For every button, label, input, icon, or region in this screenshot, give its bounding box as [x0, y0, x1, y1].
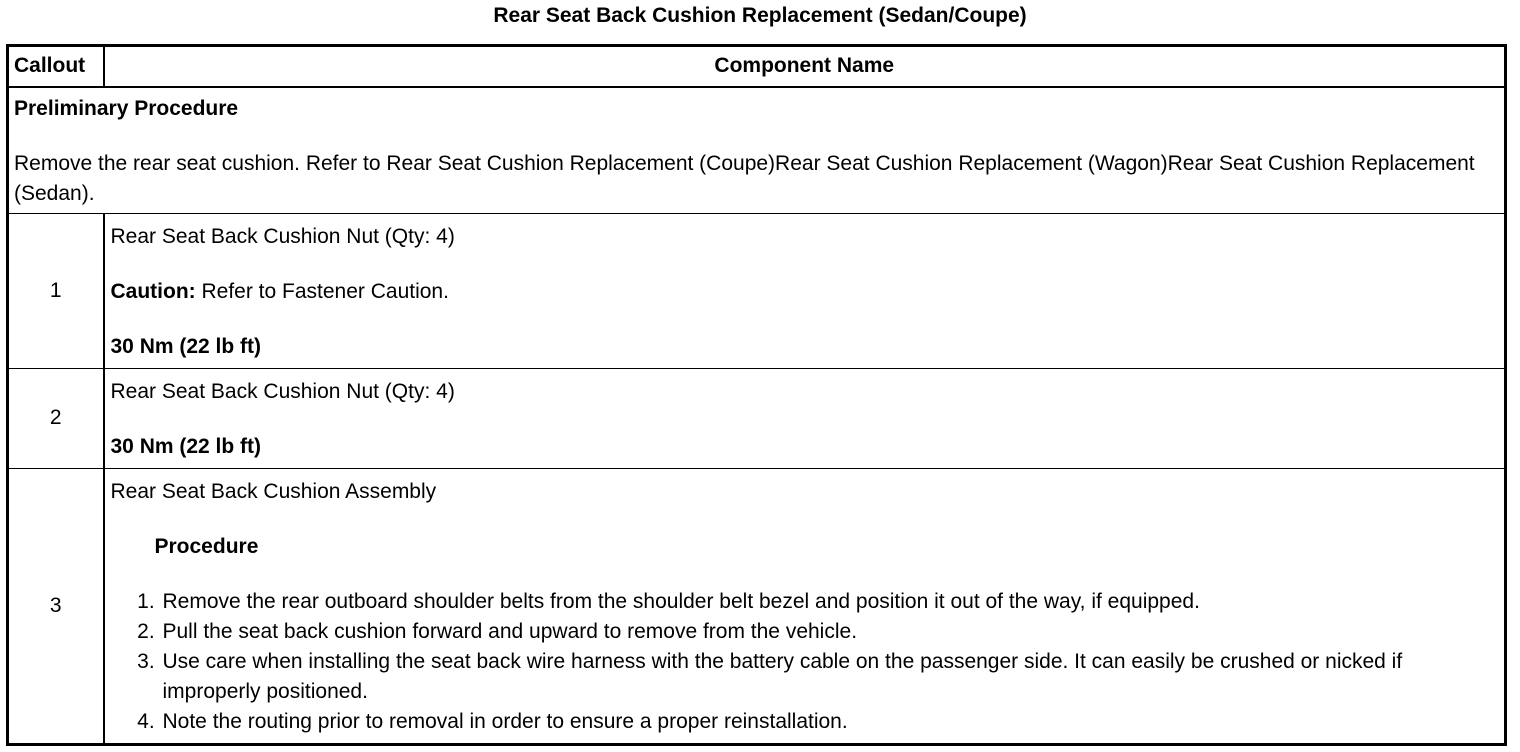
procedure-step: 4. Note the routing prior to removal in order to ensure a proper reinstallation.: [161, 707, 1499, 737]
table-row: [8, 213, 1506, 368]
procedure-steps: [111, 587, 1499, 737]
component-column-header: Component Name: [104, 46, 1506, 87]
table-row: [8, 368, 1506, 468]
caution-note: [111, 277, 1499, 307]
preliminary-procedure-text: Remove the rear seat cushion. Refer to Rear Seat Cushion Replacement (Coupe)Rear Seat Cushion Replacement (Wagon)Rear Seat Cushion Replacement (Sedan).: [14, 151, 1475, 205]
table-header-row: [8, 46, 1506, 87]
callout-number: 2: [8, 368, 104, 468]
procedure-step: 2. Pull the seat back cushion forward and upward to remove from the vehicle.: [161, 617, 1499, 647]
table-row: [8, 468, 1506, 745]
callout-number: 1: [8, 213, 104, 368]
procedure-step: 3. Use care when installing the seat back wire harness with the battery cable on the passenger side. It can easily be crushed or nicked if improperly positioned.: [161, 647, 1499, 707]
component-cell: [104, 368, 1506, 468]
torque-spec: 30 Nm (22 lb ft): [110, 434, 262, 458]
preliminary-procedure-cell: [8, 87, 1506, 214]
callout-table: [6, 44, 1507, 746]
component-name: Rear Seat Back Cushion Nut (Qty: 4): [110, 379, 455, 403]
page-title: Rear Seat Back Cushion Replacement (Sedan/Coupe): [493, 4, 1027, 27]
component-name: Rear Seat Back Cushion Nut (Qty: 4): [110, 224, 455, 248]
component-cell: [104, 468, 1506, 745]
caution-label: Caution:: [110, 279, 196, 303]
callout-number: 3: [8, 468, 104, 745]
procedure-heading: Procedure: [154, 534, 259, 558]
component-name: Rear Seat Back Cushion Assembly: [110, 479, 437, 503]
preliminary-procedure-heading: Preliminary Procedure: [14, 96, 239, 120]
preliminary-procedure-row: [8, 87, 1506, 214]
procedure-step: 1. Remove the rear outboard shoulder belts from the shoulder belt bezel and position it out of the way, if equipped.: [161, 587, 1499, 617]
component-cell: [104, 213, 1506, 368]
torque-spec: 30 Nm (22 lb ft): [110, 334, 262, 358]
callout-column-header: Callout: [8, 46, 104, 87]
caution-text: Refer to Fastener Caution.: [195, 279, 449, 303]
